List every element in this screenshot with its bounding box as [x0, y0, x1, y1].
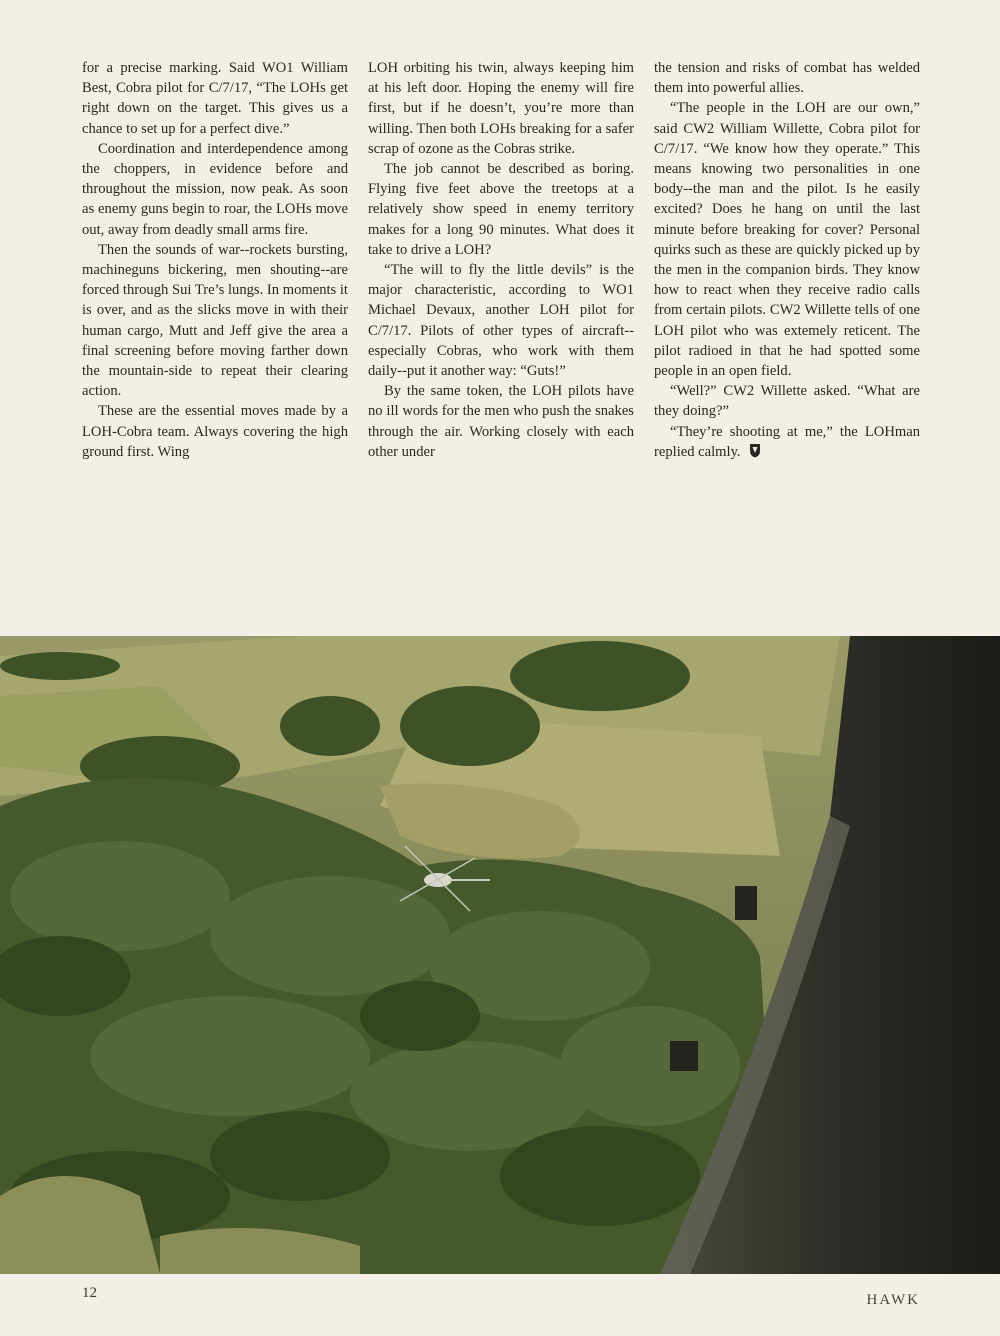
paragraph: the tension and risks of combat has welded them into powerful allies. — [654, 60, 920, 97]
paragraph: By the same token, the LOH pilots have no ill words for the men who push the snakes through the air. Working closely with each other under — [368, 383, 634, 460]
paragraph — [654, 422, 920, 462]
paragraph: “The will to fly the little devils” is the major characteristic, according to WO1 Michael Devaux, another LOH pilot for C/7/17. Pilots of other types of aircraft--especially Cobras, who work with them daily--put it another way: “Guts!” — [368, 262, 634, 380]
jungle-landscape-image — [0, 636, 1000, 1274]
magazine-name: HAWK — [866, 1292, 920, 1308]
article-columns — [82, 58, 920, 538]
paragraph: The job cannot be described as boring. Flying five feet above the treetops at a relatively show speed in enemy territory makes for a long 90 minutes. What does it take to drive a LOH? — [368, 161, 634, 258]
division-shield-icon — [749, 443, 761, 458]
paragraph: “The people in the LOH are our own,” said CW2 William Willette, Cobra pilot for C/7/17. “We know how they operate.” This means knowing two personalities in one body--the man and the pilot. Is he easily excited? Does he hang on until the last minute before breaking for cover? Personal quirks such as these are quickly picked up by the men in the companion birds. They know how to react when they receive radio calls from certain pilots. CW2 Willette tells of one LOH pilot who was extemely reticent. The pilot radioed in that he had spotted some people in an open field. — [654, 100, 920, 380]
column-2 — [368, 58, 634, 538]
paragraph: Then the sounds of war--rockets bursting, machineguns bickering, men shouting--are forced through Sui Tre’s lungs. In moments it is over, and as the slicks move in with their human cargo, Mutt and Jeff give the area a final screening before moving farther down the mountain-side to repeat their clearing action. — [82, 241, 348, 400]
column-3 — [654, 58, 920, 538]
closing-quote: “They’re shooting at me,” the LOHman replied calmly. — [654, 423, 920, 460]
column-1 — [82, 58, 348, 538]
paragraph: for a precise marking. Said WO1 William Best, Cobra pilot for C/7/17, “The LOHs get right down on the target. This gives us a chance to set up for a perfect dive.” — [82, 60, 348, 137]
paragraph: Coordination and interdependence among the choppers, in evidence before and throughout the mission, now peak. As soon as enemy guns begin to roar, the LOHs move out, away from deadly small arms fire. — [82, 140, 348, 238]
page-number: 12 — [82, 1285, 97, 1301]
paragraph: LOH orbiting his twin, always keeping him at his left door. Hoping the enemy will fire first, but if he doesn’t, you’re more than willing. Then both LOHs breaking for a safer scrap of ozone as the Cobras strike. — [368, 60, 634, 157]
aerial-photo — [0, 636, 1000, 1274]
paragraph: “Well?” CW2 Willette asked. “What are they doing?” — [654, 383, 920, 420]
paragraph: These are the essential moves made by a LOH-Cobra team. Always covering the high ground first. Wing — [82, 403, 348, 460]
